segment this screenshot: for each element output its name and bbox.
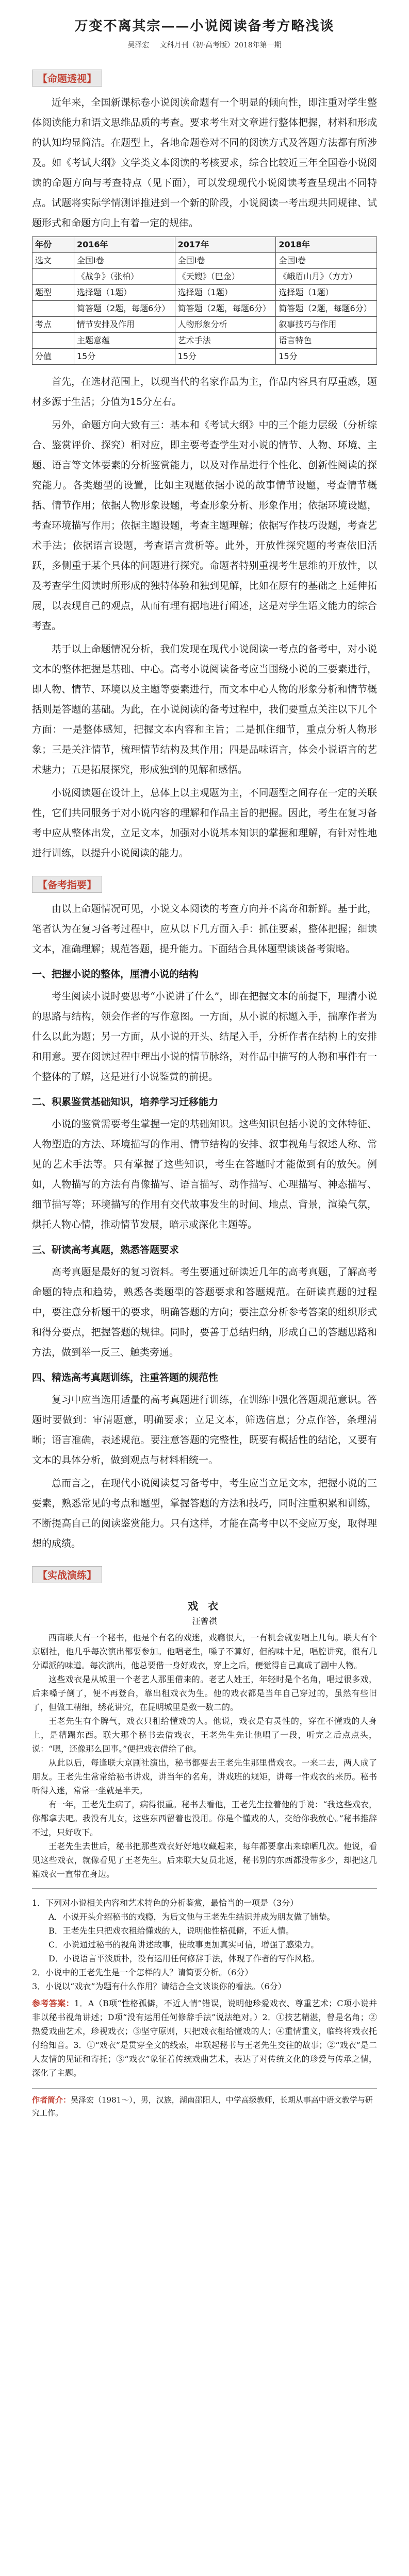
story-paragraph: 有一年，王老先生病了，病得很重。秘书去看他，王老先生拉着他的手说：“我这些戏衣，你都拿去吧。我没有儿女，这些东西留着也没用。你是个懂戏的人，交给你我放心。”秘书推辞不过，只好收下。 (32, 1800, 377, 1837)
table-cell: 人物形象分析 (175, 317, 276, 333)
table-cell: 语言特色 (276, 333, 377, 349)
section-label-2: 【备考指要】 (32, 876, 102, 893)
paragraph: 考生阅读小说时要思考“小说讲了什么”，即在把握文本的前提下，理清小说的思路与结构，领会作者的写作意图。一方面，从小说的标题入手，揣摩作者为什么以此为题；另一方面，从小说的开头、结尾入手，分析作者在结构上的安排和用意。要在阅读过程中理出小说的情节脉络，对作品中描写的人物和事件有一个整体的了解，这是进行小说鉴赏的前提。 (32, 991, 377, 1082)
section-label-3: 【实战演练】 (32, 1566, 102, 1583)
table-cell: 《峨眉山月》（方方） (276, 269, 377, 285)
table-cell (32, 301, 74, 317)
subheading: 四、精选高考真题训练，注重答题的规范性 (32, 1372, 219, 1383)
table-cell: 叙事技巧与作用 (276, 317, 377, 333)
paragraph: 小说的鉴赏需要考生掌握一定的基础知识。这些知识包括小说的文体特征、人物塑造的方法、环境描写的作用、情节结构的安排、叙事视角与叙述人称、常见的艺术手法等。只有掌握了这些知识，考生在答题时才能做到有的放矢。例如，人物描写的方法有肖像描写、语言描写、动作描写、心理描写、神态描写、细节描写等；环境描写的作用有交代故事发生的时间、地点、背景，渲染气氛，烘托人物心情，推动情节发展，暗示或深化主题等。 (32, 1118, 377, 1230)
paragraph: 总而言之，在现代小说阅读复习备考中，考生应当立足文本，把握小说的三要素，熟悉常见的考点和题型，掌握答题的方法和技巧，同时注重积累和训练，不断提高自己的阅读鉴赏能力。只有这样，才能在高考中以不变应万变，取得理想的成绩。 (32, 1478, 377, 1549)
table-cell: 选择题（1题） (74, 285, 175, 301)
author-name: 吴泽宏 (127, 41, 150, 49)
story-title: 戏 衣 (188, 1600, 221, 1612)
table-cell: 艺术手法 (175, 333, 276, 349)
paragraph: 另外，命题方向大致有三：基本和《考试大纲》中的三个能力层级（分析综合、鉴赏评价、探究）相对应，即主要考查学生对小说的情节、人物、环境、主题、语言等文体要素的分析鉴赏能力，以及对作品进行个性化、创新性阅读的探究能力。各类题型的设置，比如主观题依据小说的故事情节设题，考查情节概括、情节作用；依据人物形象设题，考查形象分析、形象作用；依据环境设题，考查环境描写作用；依据主题设题，考查主题理解；依据写作技巧设题，考查艺术手法；依据语言设题，考查语言赏析等。此外，开放性探究题的考查依旧活跃，多侧重于某个具体的问题进行探究。命题者特别重视考生思维的开放性，以及考查学生阅读时所形成的独特体验和独到见解，比如在原有的基础之上延伸拓展，以表现自己的观点，从而有理有据地进行阐述，这是对学生语文能力的综合考查。 (32, 419, 377, 632)
table-row (32, 301, 377, 317)
table-cell: 分值 (32, 349, 74, 365)
paragraph: 由以上命题情况可见，小说文本阅读的考查方向并不离奇和新鲜。基于此，笔者认为在复习备考过程中，应从以下几方面入手：抓住要素，整体把握；细读文本，准确理解；规范答题，提升能力。下面结合具体题型谈谈备考策略。 (32, 903, 377, 955)
author-bio-label: 作者简介： (32, 2095, 71, 2105)
paragraph: 复习中应当选用适量的高考真题进行训练，在训练中强化答题规范意识。答题时要做到：审清题意，明确要求；立足文本，筛选信息；分点作答，条理清晰；语言准确，表述规范。要注意答题的完整性，既要有概括性的结论，又要有文本的具体分析，做到观点与材料相统一。 (32, 1394, 377, 1466)
journal-info: 文科月刊（初·高考版）2018年第一期 (159, 41, 282, 49)
table-cell: 主题意蕴 (74, 333, 175, 349)
question-1: 1．下列对小说相关内容和艺术特色的分析鉴赏，最恰当的一项是（3分） (32, 1898, 299, 1908)
author-bio-text: 吴泽宏（1981～），男，汉族，湖南邵阳人，中学高级教师，长期从事高中语文教学与研究工作。 (32, 2095, 373, 2117)
table-cell: 《战争》（张柏） (74, 269, 175, 285)
table-cell: 题型 (32, 285, 74, 301)
table-cell: 选文 (32, 253, 74, 269)
table-cell: 《天嫂》（巴金） (175, 269, 276, 285)
paragraph: 高考真题是最好的复习资料。考生要通过研读近几年的高考真题，了解高考命题的特点和趋势，熟悉各类题型的答题要求和答题规范。在研读真题的过程中，要注意分析题干的要求，明确答题的方向；要注意分析参考答案的组织形式和得分要点，把握答题的规律。同时，要善于总结归纳，形成自己的答题思路和方法，做到举一反三、触类旁通。 (32, 1266, 377, 1358)
exam-comparison-table (32, 236, 377, 365)
paragraph: 小说阅读题在设计上，总体上以主观题为主，不同题型之间存在一定的关联性，它们共同服务于对小说内容的理解和作品主旨的把握。因此，考生在复习备考中应从整体出发，立足文本，加强对小说基本知识的掌握和理解，有针对性地进行训练，以提升小说阅读的能力。 (32, 787, 377, 859)
table-cell: 情节安排及作用 (74, 317, 175, 333)
table-cell: 简答题（2题，每题6分） (175, 301, 276, 317)
table-cell: 15分 (74, 349, 175, 365)
paragraph: 首先，在选材范围上，以现当代的名家作品为主，作品内容具有厚重感，题材多源于生活；分值为15分左右。 (32, 376, 377, 408)
answer-block (32, 1996, 377, 2080)
table-cell: 15分 (175, 349, 276, 365)
answer-label: 参考答案： (32, 1998, 74, 2008)
story-paragraph: 王老先生去世后，秘书把那些戏衣好好地收藏起来，每年都要拿出来晾晒几次。他说，看见这些戏衣，就像看见了王老先生。后来联大复员北返，秘书别的东西都没带多少，却把这几箱戏衣一直带在身边。 (32, 1841, 377, 1879)
table-row (32, 349, 377, 365)
story-paragraph: 王老先生有个脾气，戏衣只租给懂戏的人。他说，戏衣是有灵性的，穿在不懂戏的人身上，是糟蹋东西。联大那个秘书去借戏衣，王老先生先让他唱了一段，听完之后点点头，说：“嗯，还像那么回事。”便把戏衣借给了他。 (32, 1716, 377, 1754)
article-meta (32, 40, 377, 50)
table-header-row (32, 237, 377, 253)
paragraph: 基于以上命题情况分析，我们发现在现代小说阅读一考点的备考中，对小说文本的整体把握是基础、中心。高考小说阅读备考应当围绕小说的三要素进行，即人物、情节、环境以及主题等要素进行，而文本中心人物的形象分析和情节概括则是答题的基础。为此，在小说阅读的备考过程中，我们要重点关注以下几个方面：一是整体感知，把握文本内容和主旨；二是抓住细节，重点分析人物形象；三是关注情节，梳理情节结构及其作用；四是品味语言，体会小说语言的艺术魅力；五是拓展探究，形成独到的见解和感悟。 (32, 643, 377, 775)
table-row (32, 285, 377, 301)
table-header-cell: 2018年 (276, 237, 377, 253)
table-cell: 选择题（1题） (276, 285, 377, 301)
story-author: 汪曾祺 (192, 1616, 217, 1626)
story-paragraph: 从此以后，每逢联大京剧社演出，秘书都要去王老先生那里借戏衣。一来二去，两人成了朋友。王老先生常常给秘书讲戏，讲当年的名角，讲戏班的规矩，讲每一件戏衣的来历。秘书听得入迷，常常一坐就是半天。 (32, 1758, 377, 1795)
answer-text: 1．A（B项“性格孤僻，不近人情”错误，说明他珍爱戏衣、尊重艺术；C项小说并非以秘书视角讲述；D项“没有运用任何修辞手法”说法绝对。）2．①技艺精湛，曾是名角；②热爱戏曲艺术，珍视戏衣；③坚守原则，只把戏衣租给懂戏的人；④重情重义，临终将戏衣托付给知音。3．①“戏衣”是贯穿全文的线索，串联起秘书与王老先生交往的故事；②“戏衣”是二人友情的见证和寄托；③“戏衣”象征着传统戏曲艺术，表达了对传统文化的珍爱与传承之情，深化了主题。 (32, 1998, 377, 2078)
table-row (32, 317, 377, 333)
table-header-cell: 年份 (32, 237, 74, 253)
table-row (32, 253, 377, 269)
table-cell: 15分 (276, 349, 377, 365)
table-cell: 选择题（1题） (175, 285, 276, 301)
author-bio (32, 2088, 377, 2120)
divider (32, 1888, 377, 1889)
table-cell (32, 333, 74, 349)
table-cell: 简答题（2题，每题6分） (74, 301, 175, 317)
paragraph: 近年来，全国新课标卷小说阅读命题有一个明显的倾向性，即注重对学生整体阅读能力和语文思维品质的考查。要求考生对文章进行整体把握，材料和形成的认知均显简洁。在题型上，各地命题卷对不同的阅读方式及答题方法都有所涉及。如《考试大纲》文学类文本阅读的考核要求，综合比较近三年全国卷小说阅读的命题方向与考查特点（见下面），可以发现现代小说阅读考查呈现出不同特点。试题将实际学情测评推进到一个新的阶段，小说阅读一考出现共同规律、试题形式和命题方向上有着一定的规律。 (32, 97, 377, 229)
question-2: 2．小说中的王老先生是一个怎样的人？请简要分析。（6分） (32, 1968, 253, 1977)
table-cell: 全国Ⅰ卷 (175, 253, 276, 269)
option-c: C．小说通过秘书的视角讲述故事，使故事更加真实可信，增强了感染力。 (48, 1940, 319, 1950)
table-cell: 全国Ⅰ卷 (276, 253, 377, 269)
subheading: 三、研读高考真题，熟悉答题要求 (32, 1244, 179, 1256)
table-header-cell: 2016年 (74, 237, 175, 253)
table-row (32, 333, 377, 349)
subheading: 一、把握小说的整体，厘清小说的结构 (32, 969, 199, 980)
table-cell: 全国Ⅰ卷 (74, 253, 175, 269)
table-header-cell: 2017年 (175, 237, 276, 253)
section-label-1: 【命题透视】 (32, 70, 102, 87)
table-row (32, 269, 377, 285)
story-paragraph: 这些戏衣是从城里一个老艺人那里借来的。老艺人姓王，年轻时是个名角，唱过很多戏，后来嗓子倒了，便不再登台，靠出租戏衣为生。他的戏衣都是当年自己穿过的，虽然有些旧了，但做工精细，绣花讲究，在昆明城里是数一数二的。 (32, 1674, 377, 1712)
question-3: 3．小说以“戏衣”为题有什么作用？请结合全文谈谈你的看法。（6分） (32, 1981, 286, 1991)
option-d: D．小说语言平淡质朴，没有运用任何修辞手法，体现了作者的写作风格。 (48, 1954, 319, 1963)
table-cell: 简答题（2题，每题6分） (276, 301, 377, 317)
story-paragraph: 西南联大有一个秘书，他是个有名的戏迷，戏瘾很大，一有机会就要唱上几句。联大有个京剧社，他几乎每次演出都要参加。他唱老生，嗓子不算好，但韵味十足，唱腔讲究，很有几分谭派的味道。每次演出，他总要借一身好戏衣，穿上之后，便觉得自己真成了剧中人物。 (32, 1633, 377, 1670)
table-cell: 考点 (32, 317, 74, 333)
subheading: 二、积累鉴赏基础知识，培养学习迁移能力 (32, 1096, 219, 1108)
table-cell (32, 269, 74, 285)
article-title: 万变不离其宗——小说阅读备考方略浅谈 (74, 19, 335, 34)
option-b: B．王老先生只把戏衣租给懂戏的人，说明他性格孤僻，不近人情。 (48, 1926, 294, 1936)
option-a: A．小说开头介绍秘书的戏瘾，为后文他与王老先生结识并成为朋友做了铺垫。 (48, 1912, 335, 1922)
